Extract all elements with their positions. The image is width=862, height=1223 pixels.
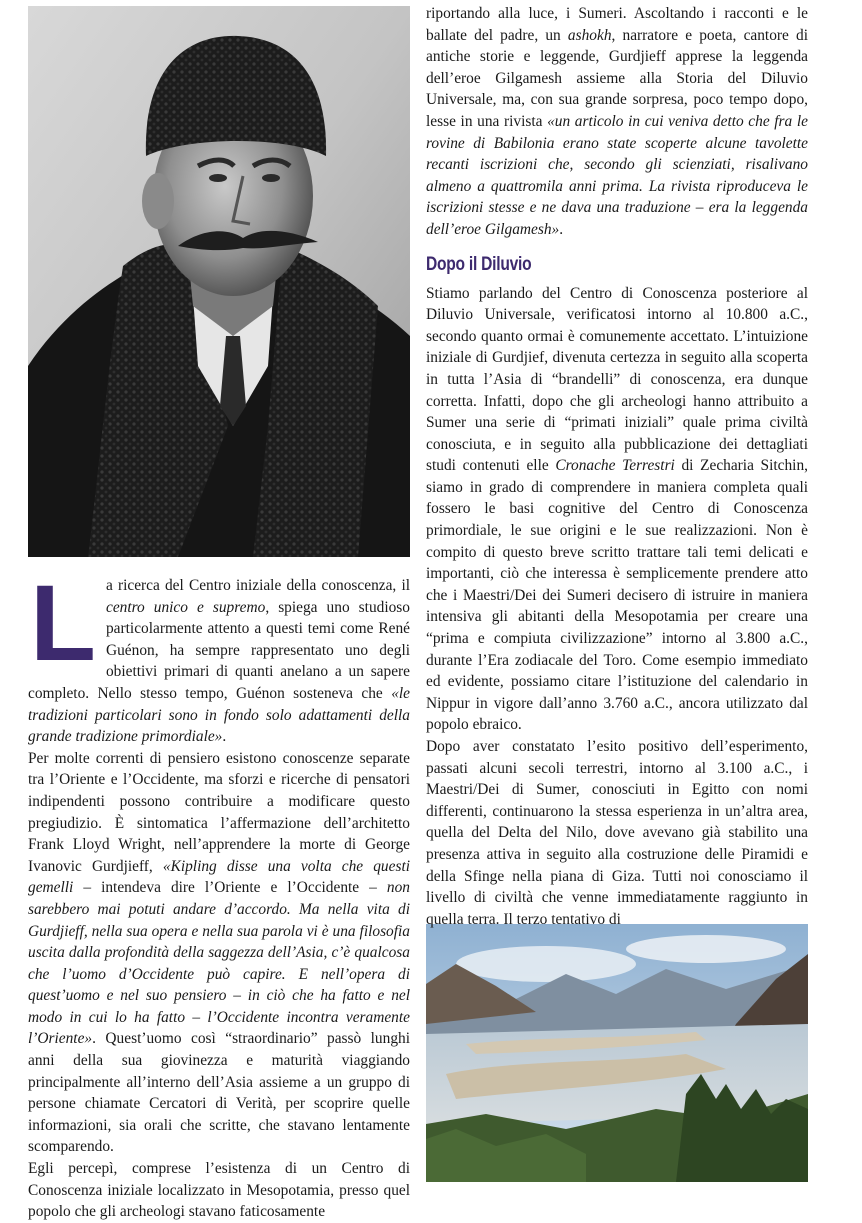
right-paragraph-1 (426, 3, 808, 241)
text-span: Per molte correnti di pensiero esistono conoscenze separate tra l’Oriente e l’Occidente, ma sforzi e ricerche di pensatori indipendenti possono contribuire a modificare questo pregiudizio. È sintomatica l’affermazione dell’architetto Frank Lloyd Wright, nell’apprendere la morte di George Ivanovic Gurdjieff, (28, 749, 410, 875)
quote-italic: «le tradizioni particolari sono in fondo solo adattamenti della grande tradizione primordiale» (28, 684, 410, 746)
text-span: , narratore e poeta, cantore di antiche storie e leggende, Gurdjieff apprese la leggenda dell’eroe Gilgamesh assieme alla Storia del Diluvio Universale, ma, con sua grande sorpresa, poco tempo dopo, lesse in una rivista (426, 26, 808, 130)
right-column (426, 3, 808, 930)
text-span: – intendeva dire l’Oriente e l’Occidente – (73, 879, 387, 897)
text-span: riportando alla luce, i Sumeri. Ascoltando i racconti e le ballate del padre, un (426, 5, 808, 44)
quote-italic: «un articolo in cui veniva detto che fra le rovine di Babilonia erano state scoperte alcune tavolette recanti iscrizioni che, secondo gli scienziati, risalivano almeno a quattromila anni prima. La rivista riproduceva le iscrizioni stesse e ne dava una traduzione – era la leggenda dell’eroe Gilgamesh» (426, 112, 808, 238)
text-italic: centro unico e supremo (105, 598, 266, 616)
text-span: . Quest’uomo così “straordinario” passò lunghi anni della sua giovinezza e maturità viaggiando principalmente all’interno dell’Asia assieme a un gruppo di persone chiamate Cercatori di Verità, per scoprire quelle informazioni, sia orali che scritte, che stavano lentamente scomparendo. (28, 1030, 410, 1156)
text-span: . (559, 220, 564, 238)
book-title-italic: Cronache Terrestri (555, 457, 675, 475)
section-heading: Dopo il Diluvio (426, 253, 532, 275)
text-span: di Zecharia Sitchin, siamo in grado di comprendere in maniera completa quali fossero le basi cognitive del Centro di Conoscenza primordiale, le sue origini e le sue realizzazioni. Non è compito di questo breve scritto trattare tali temi delicati e importanti, ciò che interessa è semplicemente prendere atto che i Maestri/Dei dei Sumeri decisero di istruire in maniera intensiva gli abitanti della Mesopotamia per creare una “prima e compiuta civilizzazione” intorno al 3.800 a.C., durante l’Era zodiacale del Toro. Come esempio immediato ed evidente, possiamo citare l’istituzione del calendario in Nippur in vigore dall’anno 3.760 a.C., ancora utilizzato dal popolo ebraico. (426, 457, 808, 734)
portrait-photo (28, 6, 410, 557)
quote-italic: «Kipling disse una volta che questi gemelli (28, 857, 410, 897)
drop-cap: L (30, 562, 96, 683)
left-paragraph-3: Egli percepì, comprese l’esistenza di un Centro di Conoscenza iniziale localizzato in Mesopotamia, presso quel popolo che gli archeologi stavano faticosamente (28, 1160, 410, 1221)
right-paragraph-2 (426, 283, 808, 736)
right-paragraph-3: Dopo aver constatato l’esito positivo dell’esperimento, passati alcuni secoli terrestri, intorno al 3.100 a.C., i Maestri/Dei di Sumer, conosciuti in Egitto con nomi differenti, continuarono la stessa esperienza in un’altra area, quella del Delta del Nilo, dove avevano già stabilito una presenza attiva in seguito alla costruzione delle Piramidi e della Sfinge nella piana di Giza. Tutti noi conosciamo il livello di civiltà che venne immediatamente raggiunto in quella terra. Il terzo tentativo di (426, 738, 808, 928)
text-span: Stiamo parlando del Centro di Conoscenza posteriore al Diluvio Universale, verificatosi intorno al 10.800 a.C., secondo quanto ormai è comunemente accettato. L’intuizione iniziale di Gurdjief, divenuta certezza in seguito alla scoperta in tutta l’Asia di “brandelli” di conoscenza, era dunque corretta. Infatti, dopo che gli archeologi hanno attribuito a Sumer una serie di “primati iniziali” quale prima civiltà conosciuta, e in seguito alla pubblicazione dei dettagliati studi contenuti elle (426, 284, 808, 475)
left-paragraph-1 (28, 562, 410, 748)
text-span: . (222, 728, 227, 746)
left-column (28, 562, 410, 1223)
landscape-photo (426, 924, 808, 1182)
text-italic: ashokh (567, 26, 612, 44)
quote-italic: non sarebbero mai potuti andare d’accordo. Ma nella vita di Gurdjieff, nella sua opera e nella sua parola vi è una filosofia uscita dalla profondità della saggezza dell’Asia, c’è qualcosa che l’uomo d’Occidente può capire. E nell’opera di quest’uomo e nel suo pensiero – in ciò che ha fatto e nel modo in cui lo ha fatto – l’Occidente incontra veramente l’Oriente» (28, 879, 410, 1048)
text-span: a ricerca del Centro iniziale della conoscenza, il (105, 577, 410, 594)
text-span: , spiega uno studioso particolarmente attento a questi temi come René Guénon, ha sempre rappresentato uno degli obiettivi primari di quanti anelano a un sapere completo. Nello stesso tempo, Guénon sosteneva che (28, 598, 410, 702)
left-paragraph-2 (28, 748, 410, 1158)
